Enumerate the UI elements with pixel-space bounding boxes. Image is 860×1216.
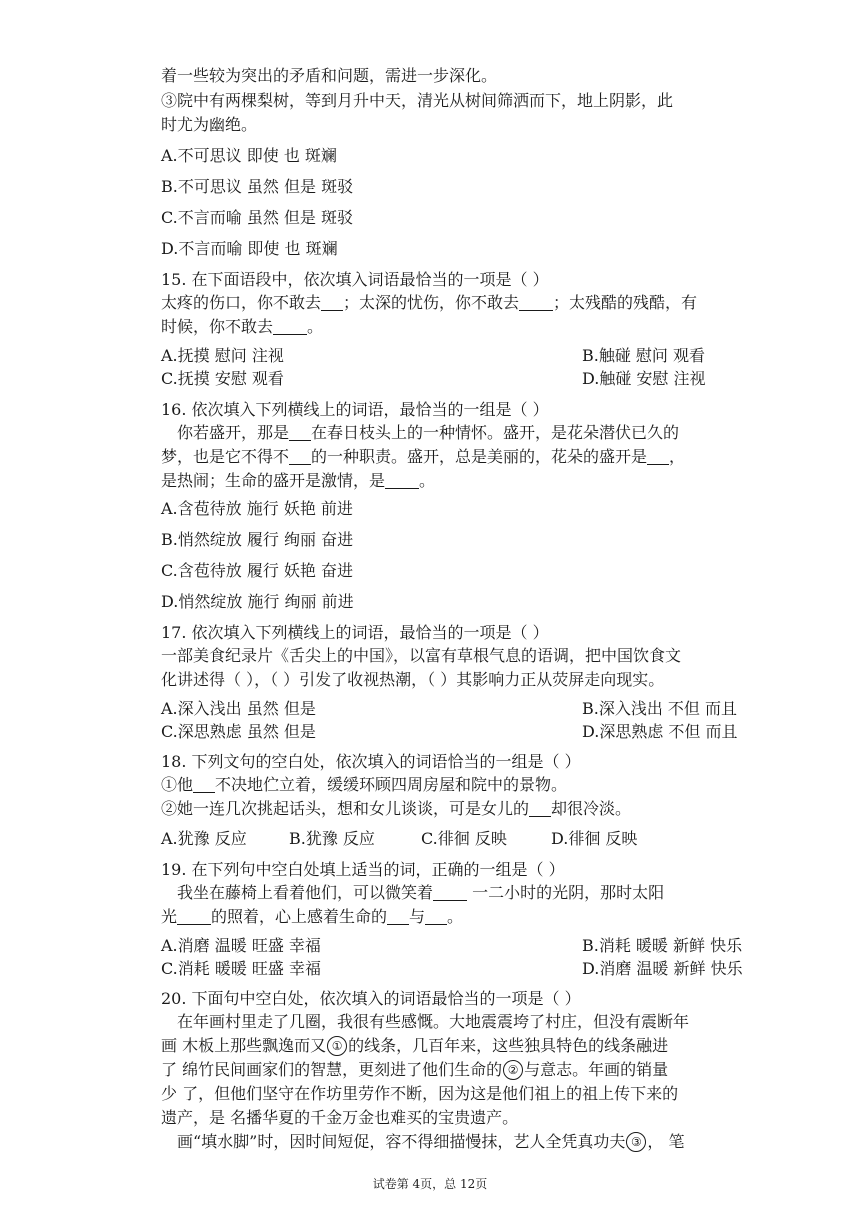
- question-16-text: 是热闹；生命的盛开是激情，是 。: [161, 471, 436, 490]
- blank: [321, 292, 343, 311]
- text-line: 时尤为幽绝。: [161, 115, 258, 134]
- blank: [385, 470, 419, 489]
- question-17-text: 一部美食纪录片《舌尖上的中国》，以富有草根气息的语调，把中国饮食文: [161, 646, 682, 665]
- question-19-text: 我坐在藤椅上看着他们，可以微笑着 一二小时的光阴，那时太阳: [177, 883, 665, 902]
- question-20-text: 少 了，但他们坚守在作坊里劳作不断，因为这是他们祖上的祖上传下来的: [161, 1084, 679, 1103]
- option-d: D.徘徊 反映: [551, 829, 638, 848]
- question-18-text: ②她一连几次挑起话头，想和女儿谈谈，可是女儿的 却很冷淡。: [161, 799, 632, 818]
- text-line: ③院中有两棵梨树，等到月升中天，清光从树间筛洒而下，地上阴影，此: [161, 91, 674, 110]
- option-b: B.深入浅出 不但 而且: [582, 699, 738, 718]
- option-d: D.不言而喻 即使 也 斑斓: [161, 239, 338, 258]
- question-20-text: 遗产，是 名播华夏的千金万金也难买的宝贵遗产。: [161, 1108, 519, 1127]
- question-20-text: 画 木板上那些飘逸而又 ① 的线条，几百年来，这些独具特色的线条融进: [161, 1036, 669, 1055]
- option-a: A.含苞待放 施行 妖艳 前进: [161, 499, 353, 518]
- question-20-text: 了 绵竹民间画家们的智慧，更刻进了他们生命的 ② 与意志。年画的销量: [161, 1060, 669, 1079]
- option-c: C.消耗 暖暖 旺盛 幸福: [161, 959, 322, 978]
- blank: [273, 316, 307, 335]
- question-16-title: 16. 依次填入下列横线上的词语，最恰当的一组是（ ）: [161, 400, 549, 419]
- option-d: D.触碰 安慰 注视: [582, 369, 706, 388]
- option-c: C.徘徊 反映: [421, 829, 507, 848]
- option-c: C.深思熟虑 虽然 但是: [161, 722, 316, 741]
- question-20-text: 在年画村里走了几圈，我很有些感慨。大地震震垮了村庄，但没有震断年: [177, 1012, 690, 1031]
- question-17-title: 17. 依次填入下列横线上的词语，最恰当的一项是（ ）: [161, 623, 549, 642]
- option-d: D.深思熟虑 不但 而且: [582, 722, 738, 741]
- option-a: A.抚摸 慰问 注视: [161, 346, 284, 365]
- option-c: C.不言而喻 虽然 但是 斑驳: [161, 208, 354, 227]
- option-b: B.不可思议 虽然 但是 斑驳: [161, 177, 354, 196]
- blank: [289, 422, 311, 441]
- question-15-title: 15. 在下面语段中，依次填入词语最恰当的一项是（ ）: [161, 270, 549, 289]
- page-footer: 试卷第 4页，总 12页: [372, 1177, 488, 1191]
- blank: [647, 446, 669, 465]
- question-19-text: 光 的照着，心上感着生命的 与 。: [161, 907, 464, 926]
- option-b: B.犹豫 反应: [289, 829, 375, 848]
- option-a: A.深入浅出 虽然 但是: [161, 699, 316, 718]
- question-20-text: 画“填水脚”时，因时间短促，容不得细描慢抹，艺人全凭真功夫 ③ ， 笔: [177, 1132, 685, 1151]
- option-b: B.触碰 慰问 观看: [582, 346, 706, 365]
- option-b: B.消耗 暖暖 新鲜 快乐: [582, 936, 743, 955]
- option-a: A.消磨 温暖 旺盛 幸福: [161, 936, 321, 955]
- question-16-text: 梦，也是它不得不 的一种职责。盛开，总是美丽的，花朵的盛开是 ，: [161, 447, 686, 466]
- question-19-title: 19. 在下列句中空白处填上适当的词，正确的一组是（ ）: [161, 860, 565, 879]
- circled-number-2: ②: [503, 1060, 523, 1080]
- option-d: D.悄然绽放 施行 绚丽 前进: [161, 592, 354, 611]
- question-18-text: ①他 不决地伫立着，缓缓环顾四周房屋和院中的景物。: [161, 775, 568, 794]
- question-20-title: 20. 下面句中空白处，依次填入的词语最恰当的一项是（ ）: [161, 989, 581, 1008]
- options-row: [161, 344, 721, 368]
- question-15-text: 时候，你不敢去 。: [161, 317, 324, 336]
- blank: [177, 906, 211, 925]
- circled-number-3: ③: [626, 1132, 646, 1152]
- blank: [193, 774, 215, 793]
- question-18-title: 18. 下列文句的空白处，依次填入的词语恰当的一组是（ ）: [161, 752, 581, 771]
- option-b: B.悄然绽放 履行 绚丽 奋进: [161, 530, 354, 549]
- options-row: [161, 957, 743, 981]
- question-16-text: 你若盛开，那是 在春日枝头上的一种情怀。盛开，是花朵潜伏已久的: [177, 423, 680, 442]
- blank: [519, 292, 553, 311]
- question-17-text: 化讲述得（ ），（ ）引发了收视热潮，（ ）其影响力正从荧屏走向现实。: [161, 670, 665, 689]
- option-a: A.犹豫 反应: [161, 829, 247, 848]
- options-row: [161, 697, 738, 721]
- option-a: A.不可思议 即使 也 斑斓: [161, 146, 337, 165]
- blank: [529, 798, 551, 817]
- options-row: [161, 934, 743, 958]
- options-row: [161, 367, 721, 391]
- question-15-text: 太疼的伤口，你不敢去 ；太深的忧伤，你不敢去 ；太残酷的残酷，有: [161, 293, 698, 312]
- option-c: C.抚摸 安慰 观看: [161, 369, 284, 388]
- blank: [425, 906, 447, 925]
- option-c: C.含苞待放 履行 妖艳 奋进: [161, 561, 354, 580]
- circled-number-1: ①: [327, 1036, 347, 1056]
- text-line: 着一些较为突出的矛盾和问题，需进一步深化。: [161, 66, 498, 85]
- options-row: [161, 827, 721, 851]
- options-row: [161, 720, 738, 744]
- blank: [433, 882, 467, 901]
- blank: [289, 446, 311, 465]
- option-d: D.消磨 温暖 新鲜 快乐: [582, 959, 743, 978]
- blank: [387, 906, 409, 925]
